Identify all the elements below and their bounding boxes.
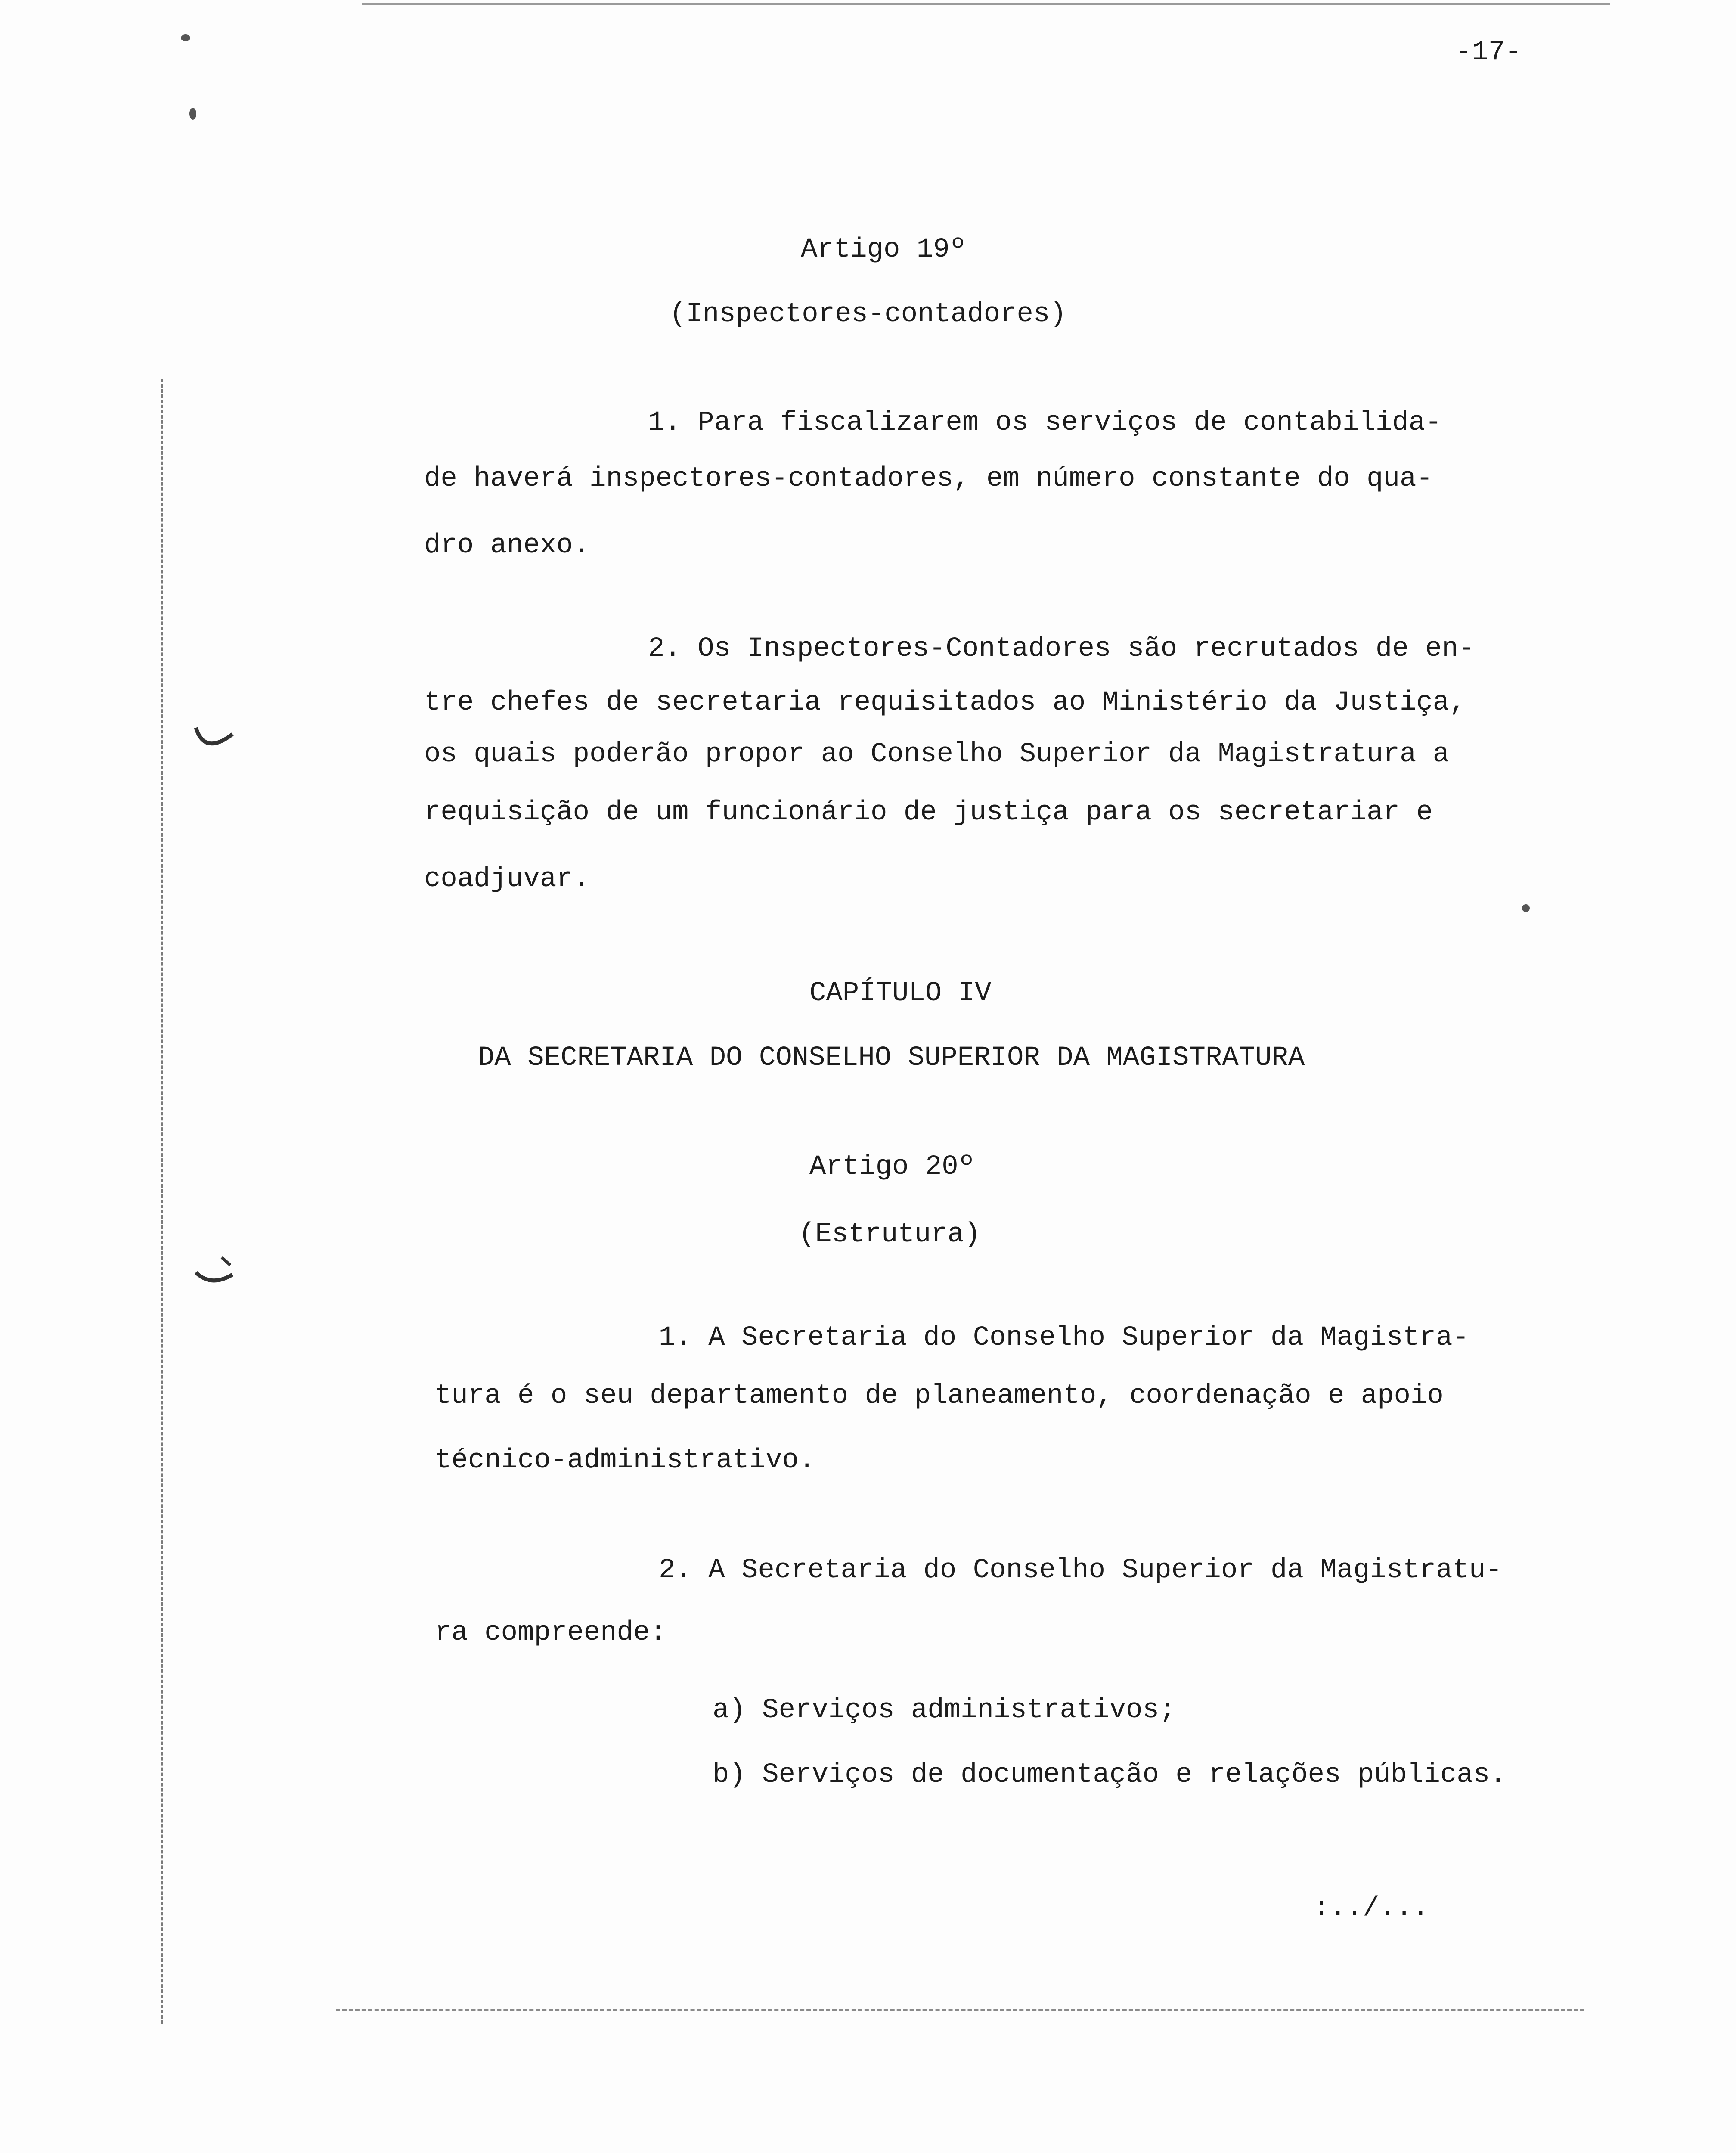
article-19-para1-line3: dro anexo. [424,530,590,561]
article-19-para2-line4: requisição de um funcionário de justiça para os secretariar e [424,797,1433,828]
punch-hole-mark-upper [192,715,239,762]
article-20-item-a: a) Serviços administrativos; [713,1695,1176,1726]
page-number: -17- [1455,37,1522,68]
punch-hole-mark-lower [192,1249,239,1296]
article-20-para1-line3: técnico-administrativo. [435,1445,815,1476]
article-20-para1-line1: 1. A Secretaria do Conselho Superior da Magistra- [659,1322,1469,1353]
article-19-subtitle: (Inspectores-contadores) [670,299,1066,330]
scan-speck [1522,904,1530,912]
article-20-heading: Artigo 20º [809,1151,975,1182]
article-20-subtitle: (Estrutura) [799,1219,981,1250]
scan-speck [181,34,190,41]
article-20-para1-line2: tura é o seu departamento de planeamento, coordenação e apoio [435,1381,1444,1412]
article-19-para1-line1: 1. Para fiscalizarem os serviços de contabilida- [648,407,1442,438]
article-19-para2-line1: 2. Os Inspectores-Contadores são recrutados de en- [648,633,1475,664]
article-20-para2-line2: ra compreende: [435,1617,666,1648]
chapter-heading: CAPÍTULO IV [809,978,992,1009]
chapter-title: DA SECRETARIA DO CONSELHO SUPERIOR DA MAGISTRATURA [478,1042,1305,1073]
top-edge-rule [362,3,1610,5]
article-19-para2-line2: tre chefes de secretaria requisitados ao Ministério da Justiça, [424,687,1466,718]
article-20-item-b: b) Serviços de documentação e relações públicas. [713,1759,1507,1790]
continuation-mark: :../... [1313,1893,1429,1924]
article-19-para1-line2: de haverá inspectores-contadores, em número constante do qua- [424,463,1433,494]
article-19-para2-line5: coadjuvar. [424,864,590,895]
binding-margin-line [161,379,163,2024]
scan-speck [189,108,196,120]
bottom-edge-rule [336,2009,1584,2011]
article-19-heading: Artigo 19º [801,234,967,265]
article-19-para2-line3: os quais poderão propor ao Conselho Superior da Magistratura a [424,739,1450,770]
article-20-para2-line1: 2. A Secretaria do Conselho Superior da Magistratu- [659,1555,1502,1586]
